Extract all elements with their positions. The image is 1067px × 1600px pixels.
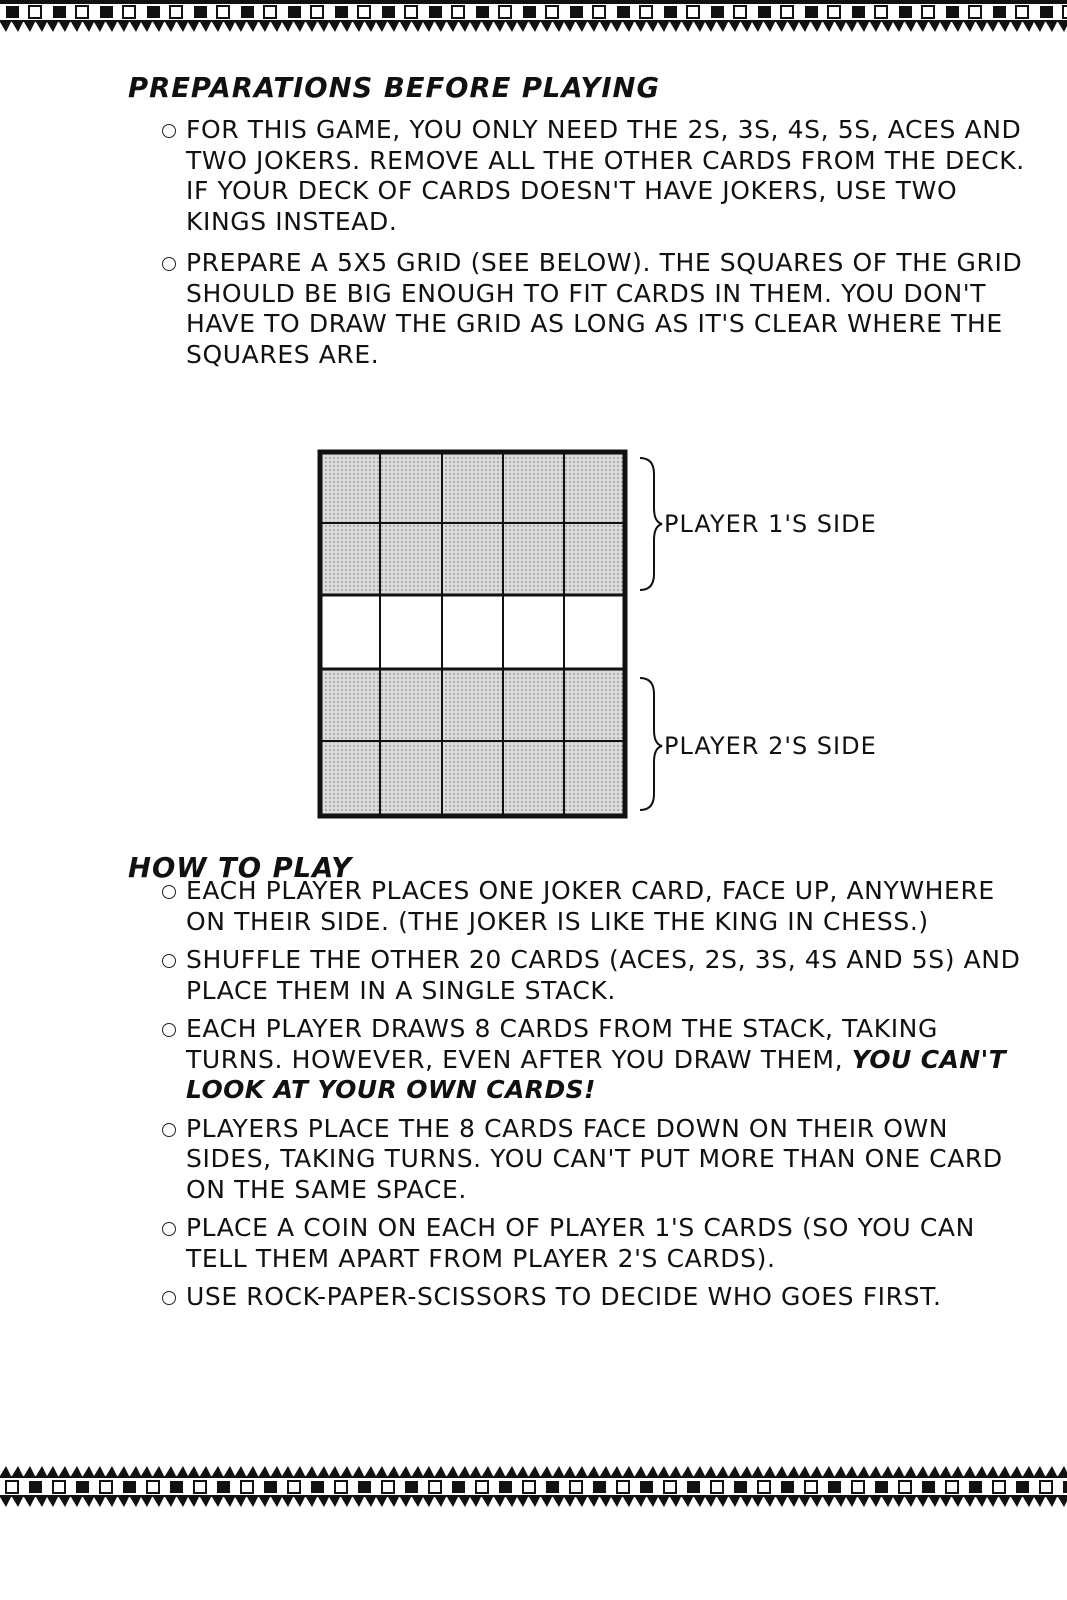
brace-player1: [640, 458, 662, 590]
prep-list: [162, 115, 1042, 381]
list-item: EACH PLAYER PLACES ONE JOKER CARD, FACE UP, ANYWHERE ON THEIR SIDE. (THE JOKER IS LIKE THE KING IN CHESS.): [162, 876, 1042, 937]
brace-player2: [640, 678, 662, 810]
list-item-text: EACH PLAYER DRAWS 8 CARDS FROM THE STACK, TAKING TURNS. HOWEVER, EVEN AFTER YOU DRAW THEM,: [186, 1014, 938, 1074]
bottom-checker-border: [0, 1466, 1067, 1508]
player2-side-label: PLAYER 2'S SIDE: [664, 732, 877, 760]
grid-diagram: [300, 440, 940, 830]
grid-row-empty: [320, 595, 625, 669]
list-item: [162, 1014, 1042, 1106]
how-to-play-list: [162, 876, 1042, 1321]
player1-side-label: PLAYER 1'S SIDE: [664, 510, 877, 538]
how-to-play-heading: HOW TO PLAY: [128, 851, 353, 884]
prep-heading: PREPARATIONS BEFORE PLAYING: [128, 71, 660, 104]
list-item: FOR THIS GAME, YOU ONLY NEED THE 2S, 3S, 4S, 5S, ACES AND TWO JOKERS. REMOVE ALL THE OTHER CARDS FROM THE DECK. IF YOUR DECK OF CARDS DOESN'T HAVE JOKERS, USE TWO KINGS INSTEAD.: [162, 115, 1042, 237]
grid-row-shaded: [320, 669, 625, 816]
list-item: SHUFFLE THE OTHER 20 CARDS (ACES, 2S, 3S, 4S AND 5S) AND PLACE THEM IN A SINGLE STACK.: [162, 945, 1042, 1006]
warning-text: YOU CAN'T LOOK AT YOUR OWN CARDS!: [186, 1044, 1007, 1104]
list-item: PREPARE A 5X5 GRID (SEE BELOW). THE SQUARES OF THE GRID SHOULD BE BIG ENOUGH TO FIT CARDS IN THEM. YOU DON'T HAVE TO DRAW THE GRID AS LONG AS IT'S CLEAR WHERE THE SQUARES ARE.: [162, 248, 1042, 370]
list-item: PLAYERS PLACE THE 8 CARDS FACE DOWN ON THEIR OWN SIDES, TAKING TURNS. YOU CAN'T PUT MORE THAN ONE CARD ON THE SAME SPACE.: [162, 1114, 1042, 1206]
top-checker-border: [0, 0, 1067, 34]
list-item: PLACE A COIN ON EACH OF PLAYER 1'S CARDS (SO YOU CAN TELL THEM APART FROM PLAYER 2'S CARDS).: [162, 1213, 1042, 1274]
list-item: USE ROCK-PAPER-SCISSORS TO DECIDE WHO GOES FIRST.: [162, 1282, 1042, 1313]
